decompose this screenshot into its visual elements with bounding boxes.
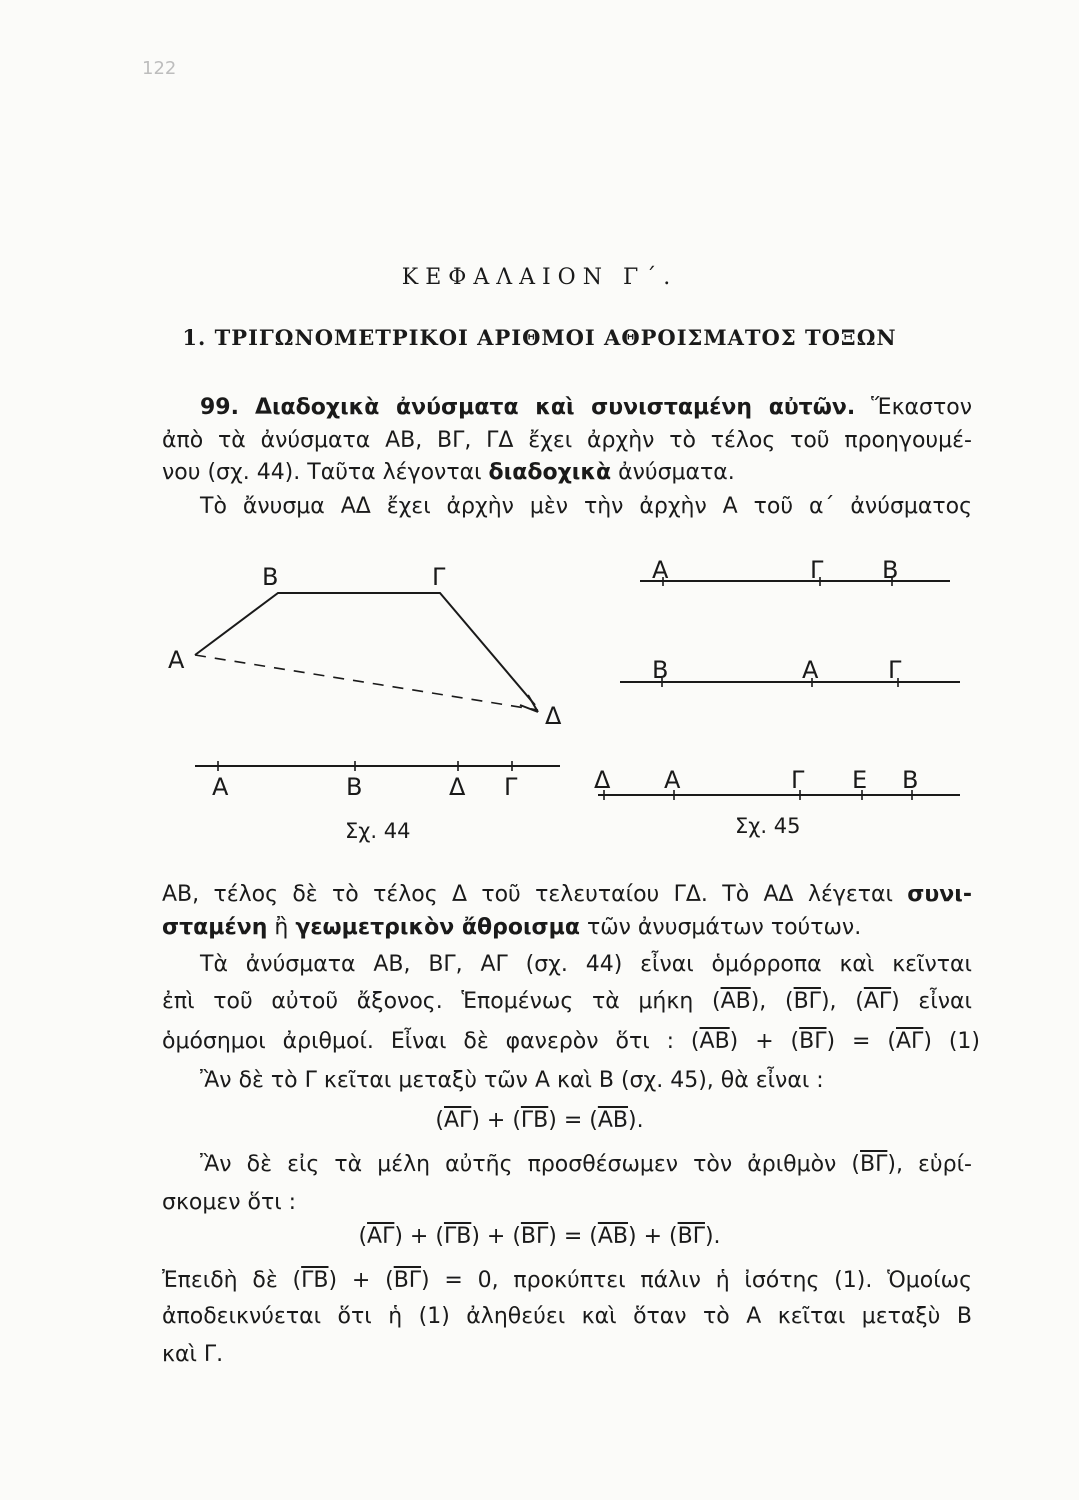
fig44-label-a: Α [168,646,185,674]
para99-heading: Διαδοχικὰ ἀνύσματα καὶ συνισταμένη αὐτῶν. [254,395,856,420]
figure-45 [594,556,960,838]
section-title: 1. ΤΡΙΓΩΝΟΜΕΤΡΙΚΟΙ ΑΡΙΘΜΟΙ ΑΘΡΟΙΣΜΑΤΟΣ ΤΟΞΩΝ [182,325,897,350]
eq1-ab: $\overline{AB}$ [597,1108,629,1133]
para99-line-3 [162,458,735,488]
fig44-axis-label-b: Β [346,773,363,801]
term-successive: διαδοχικὰ [488,460,612,485]
para99-line-3a: νου (σχ. 44). Ταῦτα λέγονται [162,460,482,485]
para-after-line-7 [200,1150,972,1180]
eq2-p2: ) + ( [394,1224,444,1249]
fig44-polyline [195,593,535,705]
eq1-p3: ) = ( [548,1108,598,1133]
para99-line-3c: ἀνύσματα. [618,460,735,485]
l5-text-e: ) = ( [826,1029,896,1054]
l4-ag: $\overline{A\Gamma}$ [863,989,892,1014]
l4-text-e: ), ( [820,989,864,1014]
l4-text-g: ) εἶναι [891,989,973,1014]
fig45-row1-label-g: Γ [810,556,824,584]
fig44-caption: Σχ. 44 [345,819,411,843]
eq2-bg: $\overline{B\Gamma}$ [520,1224,549,1249]
l5-text-c: ) + ( [729,1029,800,1054]
para99-line-2: ἀπὸ τὰ ἀνύσματα ΑΒ, ΒΓ, ΓΔ ἔχει ἀρχὴν τὸ τέλος τοῦ προηγουμέ- [162,428,972,453]
fig45-row2-label-a: Α [802,656,819,684]
para-after-line-5 [162,1027,980,1057]
l9-text-c: ) + ( [328,1268,394,1293]
eq1-p1: ( [435,1108,444,1133]
para-after-line-1a: ΑΒ, τέλος δὲ τὸ τέλος Δ τοῦ τελευταίου ΓΔ. Τὸ ΑΔ λέγεται [162,882,893,907]
fig45-row3-label-b: Β [902,766,919,794]
fig45-row2-label-b: Β [652,656,669,684]
fig44-label-g: Γ [432,563,446,591]
para99-line-1 [200,393,972,423]
para-after-line-4 [162,987,972,1017]
l4-bg: $\overline{B\Gamma}$ [793,989,821,1014]
l9-gb: $\overline{\Gamma B}$ [301,1268,329,1293]
eq2-p5: ) + ( [628,1224,678,1249]
l9-bg: $\overline{B\Gamma}$ [393,1268,422,1293]
fig45-row1-label-b: Β [882,556,899,584]
para-after-line-11: καὶ Γ. [162,1342,224,1367]
l5-ab: $\overline{AB}$ [699,1029,730,1054]
eq2-ag: $\overline{A\Gamma}$ [367,1224,395,1249]
fig44-axis-label-d: Δ [449,773,466,801]
l5-text-a: ὁμόσημοι ἀριθμοί. Εἶναι δὲ φανερὸν ὅτι : ( [162,1029,700,1054]
equation-1 [0,1106,1079,1136]
eq2-p3: ) + ( [471,1224,521,1249]
fig45-row3-label-a: Α [664,766,681,794]
para99-line-1-rest: Ἕκαστον [871,395,972,420]
para-after-line-1 [162,880,972,910]
eq2-p6: ). [704,1224,721,1249]
para99-line-4: Τὸ ἄνυσμα ΑΔ ἔχει ἀρχὴν μὲν τὴν ἀρχὴν Α τοῦ α΄ ἀνύσματος [200,494,972,519]
l4-ab: $\overline{AB}$ [720,989,751,1014]
term-geometric-sum: γεωμετρικὸν ἄθροισμα [295,915,580,940]
fig44-label-b: Β [262,563,279,591]
l7-text-c: ), εὑρί- [887,1152,972,1177]
term-resultant-start: συνι- [907,882,972,907]
fig45-row3-label-g: Γ [791,766,805,794]
fig45-row1-label-a: Α [652,556,669,584]
para-after-line-2 [162,913,861,943]
equation-number-1: ) (1) [923,1029,980,1054]
fig44-resultant [195,655,538,710]
chapter-title: ΚΕΦΑΛΑΙΟΝ Γ΄. [401,265,678,290]
eq2-p4: ) = ( [548,1224,598,1249]
fig45-caption: Σχ. 45 [735,814,801,838]
fig44-label-d: Δ [545,702,562,730]
para-after-line-10: ἀποδεικνύεται ὅτι ἡ (1) ἀληθεύει καὶ ὅταν τὸ Α κεῖται μεταξὺ Β [162,1304,972,1329]
para-after-line-6: Ἂν δὲ τὸ Γ κεῖται μεταξὺ τῶν Α καὶ Β (σχ. 45), θὰ εἶναι : [200,1068,824,1093]
page-number: 122 [142,58,177,79]
para99-number: 99. [200,395,239,420]
figure-44 [168,563,562,843]
l9-text-e: ) = 0, προκύπτει πάλιν ἡ ἰσότης (1). Ὁμοίως [421,1268,972,1293]
eq1-gb: $\overline{\Gamma B}$ [520,1108,549,1133]
eq1-ag: $\overline{A\Gamma}$ [444,1108,472,1133]
figures [0,545,1079,845]
term-resultant-end: σταμένη [162,915,268,940]
l7-text-a: Ἂν δὲ εἰς τὰ μέλη αὐτῆς προσθέσωμεν τὸν ἀριθμὸν ( [200,1152,861,1177]
l5-bg: $\overline{B\Gamma}$ [799,1029,827,1054]
fig45-row3-label-e: Ε [852,766,868,794]
fig45-row2-label-g: Γ [888,656,902,684]
para-after-line-3: Τὰ ἀνύσματα ΑΒ, ΒΓ, ΑΓ (σχ. 44) εἶναι ὁμόρροπα καὶ κεῖνται [200,952,972,977]
fig45-row3-label-d: Δ [594,766,611,794]
l9-text-a: Ἐπειδὴ δὲ ( [162,1268,302,1293]
eq2-p1: ( [358,1224,368,1249]
para-after-line-9 [162,1266,972,1296]
para-after-line-2b: ἢ [274,915,289,940]
eq2-gb: $\overline{\Gamma B}$ [443,1224,472,1249]
eq2-ab: $\overline{AB}$ [597,1224,629,1249]
eq1-p4: ). [628,1108,644,1133]
fig44-axis-label-g: Γ [504,773,518,801]
eq2-bg2: $\overline{B\Gamma}$ [677,1224,705,1249]
l4-text-a: ἐπὶ τοῦ αὐτοῦ ἄξονος. Ἑπομένως τὰ μήκη ( [162,989,721,1014]
l4-text-c: ), ( [750,989,794,1014]
l5-ag: $\overline{A\Gamma}$ [896,1029,924,1054]
l7-bg: $\overline{B\Gamma}$ [860,1152,888,1177]
equation-2 [0,1222,1079,1252]
fig44-axis-label-a: Α [212,773,229,801]
para-after-line-2d: τῶν ἀνυσμάτων τούτων. [586,915,862,940]
eq1-p2: ) + ( [471,1108,521,1133]
para-after-line-8: σκομεν ὅτι : [162,1190,297,1215]
